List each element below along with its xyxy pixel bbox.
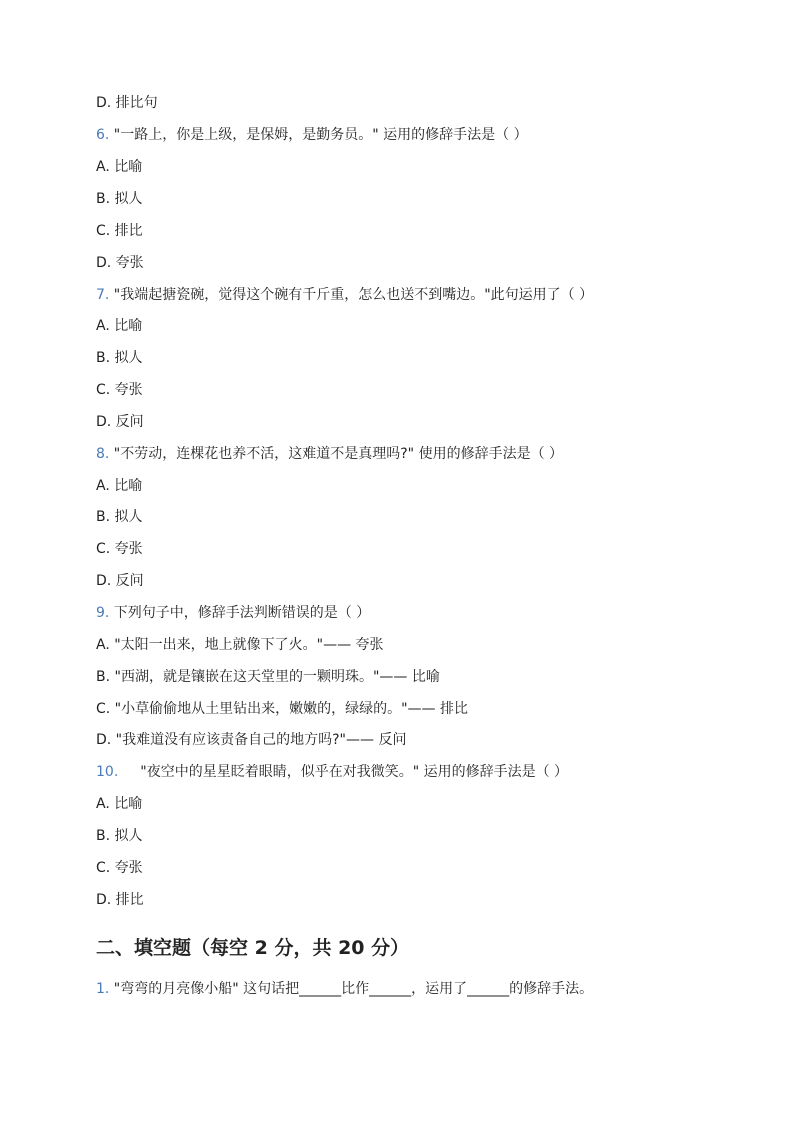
option-line [96,348,143,368]
option-line [96,571,144,591]
option-text: D. 排比句 [96,95,158,111]
option-line [96,476,142,496]
question-text: "一路上，你是上级，是保姆，是勤务员。" 运用的修辞手法是（ ） [109,127,528,143]
option-text: A. "太阳一出来，地上就像下了火。"—— 夸张 [96,637,384,653]
option-text: D. 反问 [96,414,144,430]
question-number: 1. [96,981,110,997]
option-line [96,826,143,846]
option-text: B. "西湖，就是镶嵌在这天堂里的一颗明珠。"—— 比喻 [96,669,440,685]
option-line [96,507,143,527]
option-line [96,189,143,209]
question-number: 7. [96,287,110,303]
option-line [96,699,468,719]
option-text: A. 比喻 [96,796,143,812]
question-line [96,603,370,623]
option-text: D. 夸张 [96,255,144,271]
option-line [96,221,143,241]
option-line [96,635,384,655]
question-text: 下列句子中，修辞手法判断错误的是（ ） [109,605,371,621]
option-line [96,730,406,750]
option-text: C. 夸张 [96,382,143,398]
option-text: C. "小草偷偷地从土里钻出来，嫩嫩的，绿绿的。"—— 排比 [96,701,469,717]
option-text: B. 拟人 [96,191,143,207]
question-line [96,762,568,782]
question-text: "夜空中的星星眨着眼睛，似乎在对我微笑。" 运用的修辞手法是（ ） [140,764,569,780]
question-number: 9. [96,605,110,621]
option-line [96,858,143,878]
question-number: 6. [96,127,110,143]
option-text: B. 拟人 [96,509,143,525]
option-line [96,93,158,113]
option-text: D. 反问 [96,573,144,589]
option-line [96,157,142,177]
option-text: D. 排比 [96,892,144,908]
question-number: 10. [96,764,119,780]
option-line [96,316,142,336]
question-number: 8. [96,446,110,462]
option-text: C. 排比 [96,223,143,239]
option-text: B. 拟人 [96,828,143,844]
option-text: D. "我难道没有应该责备自己的地方吗?"—— 反问 [96,732,407,748]
option-text: A. 比喻 [96,318,143,334]
question-line [96,125,528,145]
option-line [96,380,143,400]
question-text: "弯弯的月亮像小船" 这句话把______比作______，运用了______的修辞手法。 [109,981,594,997]
question-text: "我端起搪瓷碗，觉得这个碗有千斤重，怎么也送不到嘴边。"此句运用了（ ） [109,287,594,303]
option-line [96,412,144,432]
question-text: "不劳动，连棵花也养不活，这难道不是真理吗?" 使用的修辞手法是（ ） [109,446,564,462]
section-title: 二、填空题（每空 2 分，共 20 分） [96,937,410,959]
option-line [96,890,144,910]
option-text: C. 夸张 [96,860,143,876]
fill-question-1 [96,979,593,999]
question-line [96,444,563,464]
option-text: B. 拟人 [96,350,143,366]
option-text: A. 比喻 [96,478,143,494]
option-text: C. 夸张 [96,541,143,557]
option-line [96,253,144,273]
option-text: A. 比喻 [96,159,143,175]
option-line [96,539,143,559]
option-line [96,667,440,687]
option-line [96,794,142,814]
question-line [96,285,593,305]
